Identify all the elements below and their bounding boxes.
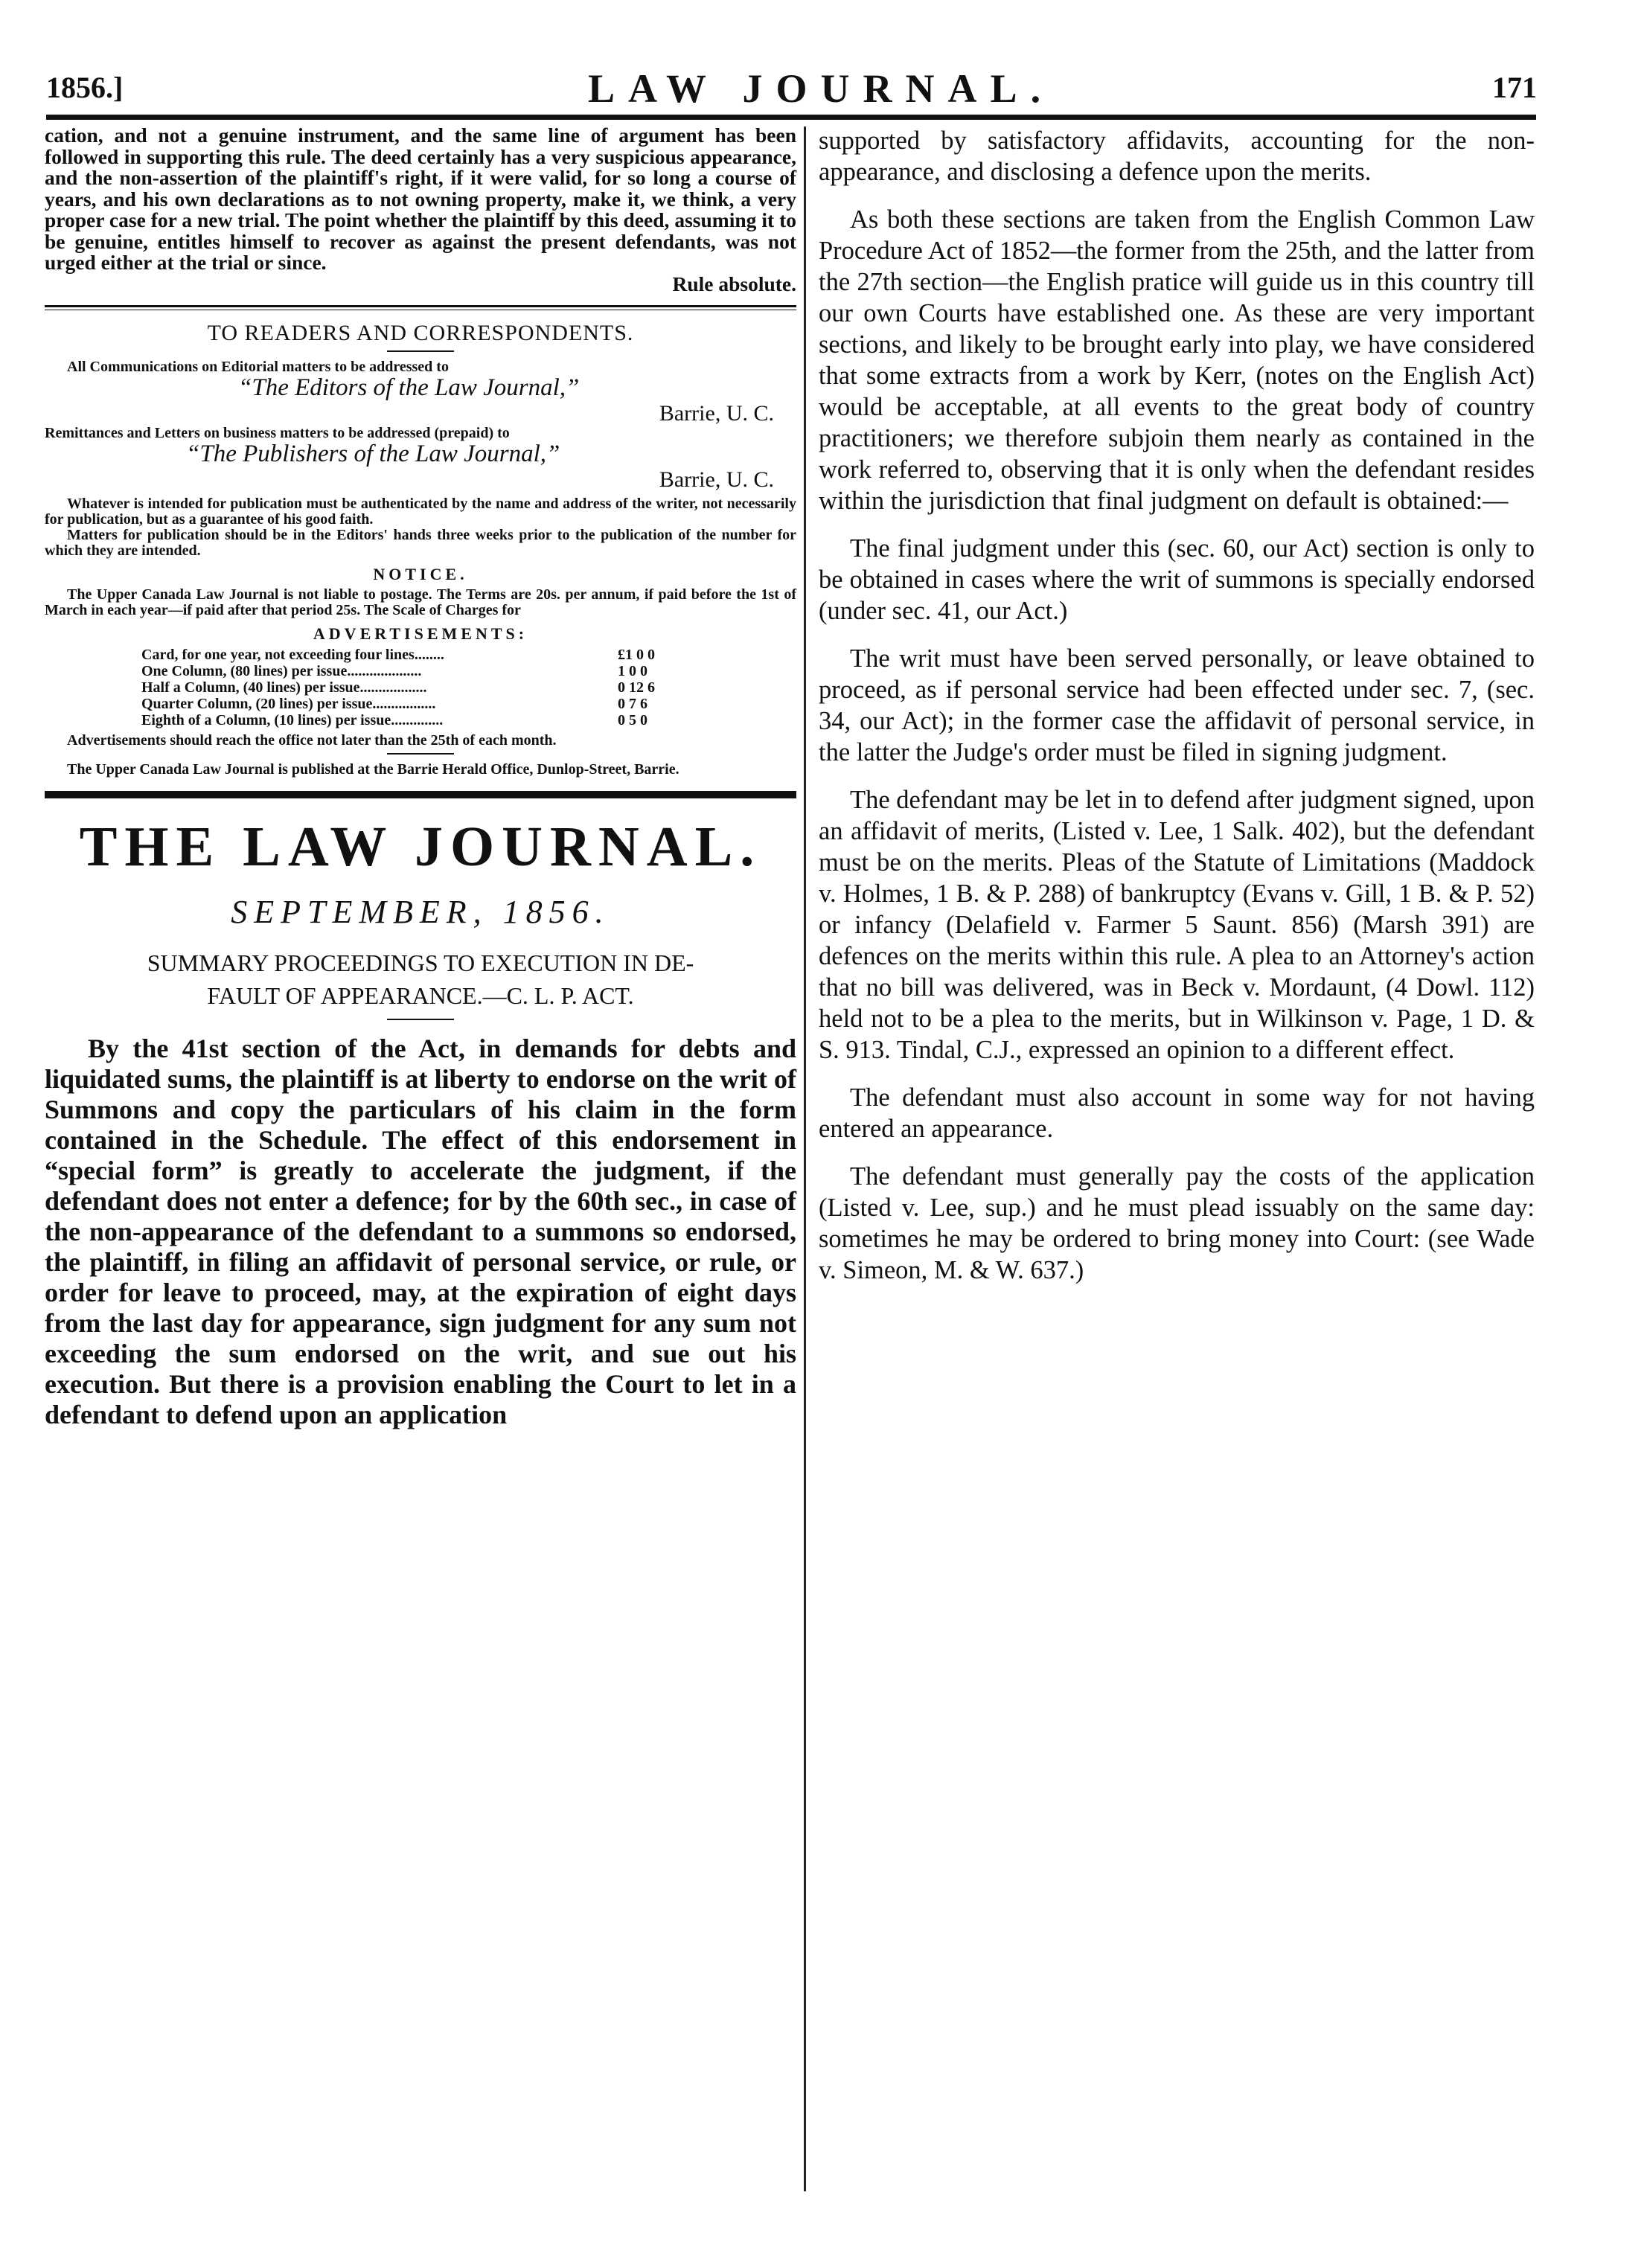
right-paragraph: The writ must have been served personally, or leave obtained to proceed, as if personal service had been effected under sec. 7, (sec. 34, our Act); in the former case the affidavit of personal service, in the latter the Judge's order must be filed in signing judgment. xyxy=(819,644,1535,766)
editors-address: “The Editors of the Law Journal,” xyxy=(238,374,580,401)
barrie-address-1: Barrie, U. C. xyxy=(659,401,774,426)
notice-heading: NOTICE. xyxy=(373,565,468,583)
notice-text: The Upper Canada Law Journal is not liable to postage. The Terms are 20s. per annum, if paid before the 1st of March in each year—if paid after that period 25s. The Scale of Charges for xyxy=(45,586,796,618)
header-rule xyxy=(46,115,1536,120)
right-paragraph: The defendant must generally pay the costs of the application (Listed v. Lee, sup.) and he must plead issuably on the same day: sometimes he may be ordered to bring money into Court: (see Wade v. Simeon, M. & W. 637.) xyxy=(819,1162,1535,1284)
right-paragraph: The defendant may be let in to defend after judgment signed, upon an affidavit of merits, (Listed v. Lee, 1 Salk. 402), but the defendant must be on the merits. Pleas of the Statute of Limitations (Maddock v. Holmes, 1 B. & P. 288) of bankruptcy (Evans v. Gill, 1 B. & P. 52) or infancy (Delafield v. Farmer 5 Saunt. 856) (Marsh 391) are defences on the merits within this rule. A plea to an Attorney's action that no bill was delivered, was in Beck v. Mordaunt, (4 Dowl. 112) held not to be a plea to the merits, but in Wilkinson v. Page, 1 D. & S. 913. Tindal, C.J., expressed an opinion to a different effect. xyxy=(819,786,1535,1064)
ads-row: One Column, (80 lines) per issue.................... 1 0 0 xyxy=(141,663,647,679)
ads-row: Card, for one year, not exceeding four lines........ £1 0 0 xyxy=(141,647,655,663)
column-divider xyxy=(804,126,806,2191)
section-rule xyxy=(45,305,796,310)
header-year: 1856.] xyxy=(46,71,124,104)
publishers-address: “The Publishers of the Law Journal,” xyxy=(186,441,560,467)
article-body: By the 41st section of the Act, in demands for debts and liquidated sums, the plaintiff is at liberty to endorse on the writ of Summons and copy the particulars of his claim in the form contained in the Schedule. The effect of this endorsement in “special form” is greatly to accelerate the judgment, if the defendant does not enter a defence; for by the 60th sec., in case of the non-appearance of the defendant to a summons so endorsed, the plaintiff, in filing an affidavit of personal service, or rule, or order for leave to proceed, may, at the expiration of eight days from the last day for appearance, sign judgment for any sum not exceeding the sum endorsed on the writ, and sue out his execution. But there is a provision enabling the Court to let in a defendant to defend upon an application xyxy=(45,1034,796,1429)
right-paragraph: The final judgment under this (sec. 60, our Act) section is only to be obtained in cases where the writ of summons is specially endorsed (under sec. 41, our Act.) xyxy=(819,534,1535,625)
journal-title: THE LAW JOURNAL. xyxy=(79,816,762,878)
comm-line: All Communications on Editorial matters to be addressed to xyxy=(67,359,449,375)
rule-absolute: Rule absolute. xyxy=(672,272,796,295)
thick-rule xyxy=(45,791,796,798)
short-rule xyxy=(387,1019,454,1020)
publisher-note: The Upper Canada Law Journal is published at the Barrie Herald Office, Dunlop-Street, Barrie. xyxy=(67,761,679,778)
header-title: LAW JOURNAL. xyxy=(588,66,1055,111)
whatever-line: Whatever is intended for publication must be authenticated by the name and address of the writer, not necessarily for publication, but as a guarantee of his good faith. xyxy=(45,496,796,528)
right-column xyxy=(819,125,1535,1302)
left-column xyxy=(45,125,796,1448)
short-rule xyxy=(387,350,454,352)
ads-row: Half a Column, (40 lines) per issue.................. 0 12 6 xyxy=(141,679,655,696)
page-number: 171 xyxy=(1492,71,1537,104)
matters-line: Matters for publication should be in the Editors' hands three weeks prior to the publication of the number for which they are intended. xyxy=(45,527,796,559)
article-heading-line-2: FAULT OF APPEARANCE.—C. L. P. ACT. xyxy=(207,982,634,1009)
ads-note: Advertisements should reach the office not later than the 25th of each month. xyxy=(67,732,557,749)
article-heading-line-1: SUMMARY PROCEEDINGS TO EXECUTION IN DE- xyxy=(147,949,694,976)
remit-line: Remittances and Letters on business matters to be addressed (prepaid) to xyxy=(45,425,510,441)
barrie-address-2: Barrie, U. C. xyxy=(659,467,774,492)
continuation-text: cation, and not a genuine instrument, and the same line of argument has been followed in supporting this rule. The deed certainly has a very suspicious appearance, and the non-assertion of the plaintiff's right, if it were valid, for so long a course of years, and his own declarations as to not owning property, make it, we think, a very proper case for a new trial. The point whether the plaintiff by this deed, assuming it to be genuine, entitles himself to recover as against the present defendants, was not urged either at the trial or since. xyxy=(45,124,796,274)
ads-row: Eighth of a Column, (10 lines) per issue.............. 0 5 0 xyxy=(141,712,647,728)
ads-table xyxy=(141,647,796,728)
right-paragraph: As both these sections are taken from the English Common Law Procedure Act of 1852—the former from the 25th, and the latter from the 27th section—the English pratice will guide us in this country till our own Courts have established one. As these are very important sections, and likely to be brought early into play, we have considered that some extracts from a work by Kerr, (notes on the English Act) would be acceptable, at all events to the great body of country practitioners; we therefore subjoin them nearly as contained in the work referred to, observing that it is only when the defendant resides within the jurisdiction that final judgment on default is obtained:— xyxy=(819,205,1535,515)
readers-heading: TO READERS AND CORRESPONDENTS. xyxy=(207,321,634,345)
right-paragraph: The defendant must also account in some way for not having entered an appearance. xyxy=(819,1083,1535,1143)
short-rule xyxy=(387,753,454,755)
ads-row: Quarter Column, (20 lines) per issue................. 0 7 6 xyxy=(141,696,647,712)
journal-date: SEPTEMBER, 1856. xyxy=(231,894,610,930)
ads-heading: ADVERTISEMENTS: xyxy=(313,624,528,643)
right-paragraph: supported by satisfactory affidavits, accounting for the non-appearance, and disclosing a defence upon the merits. xyxy=(819,126,1535,186)
